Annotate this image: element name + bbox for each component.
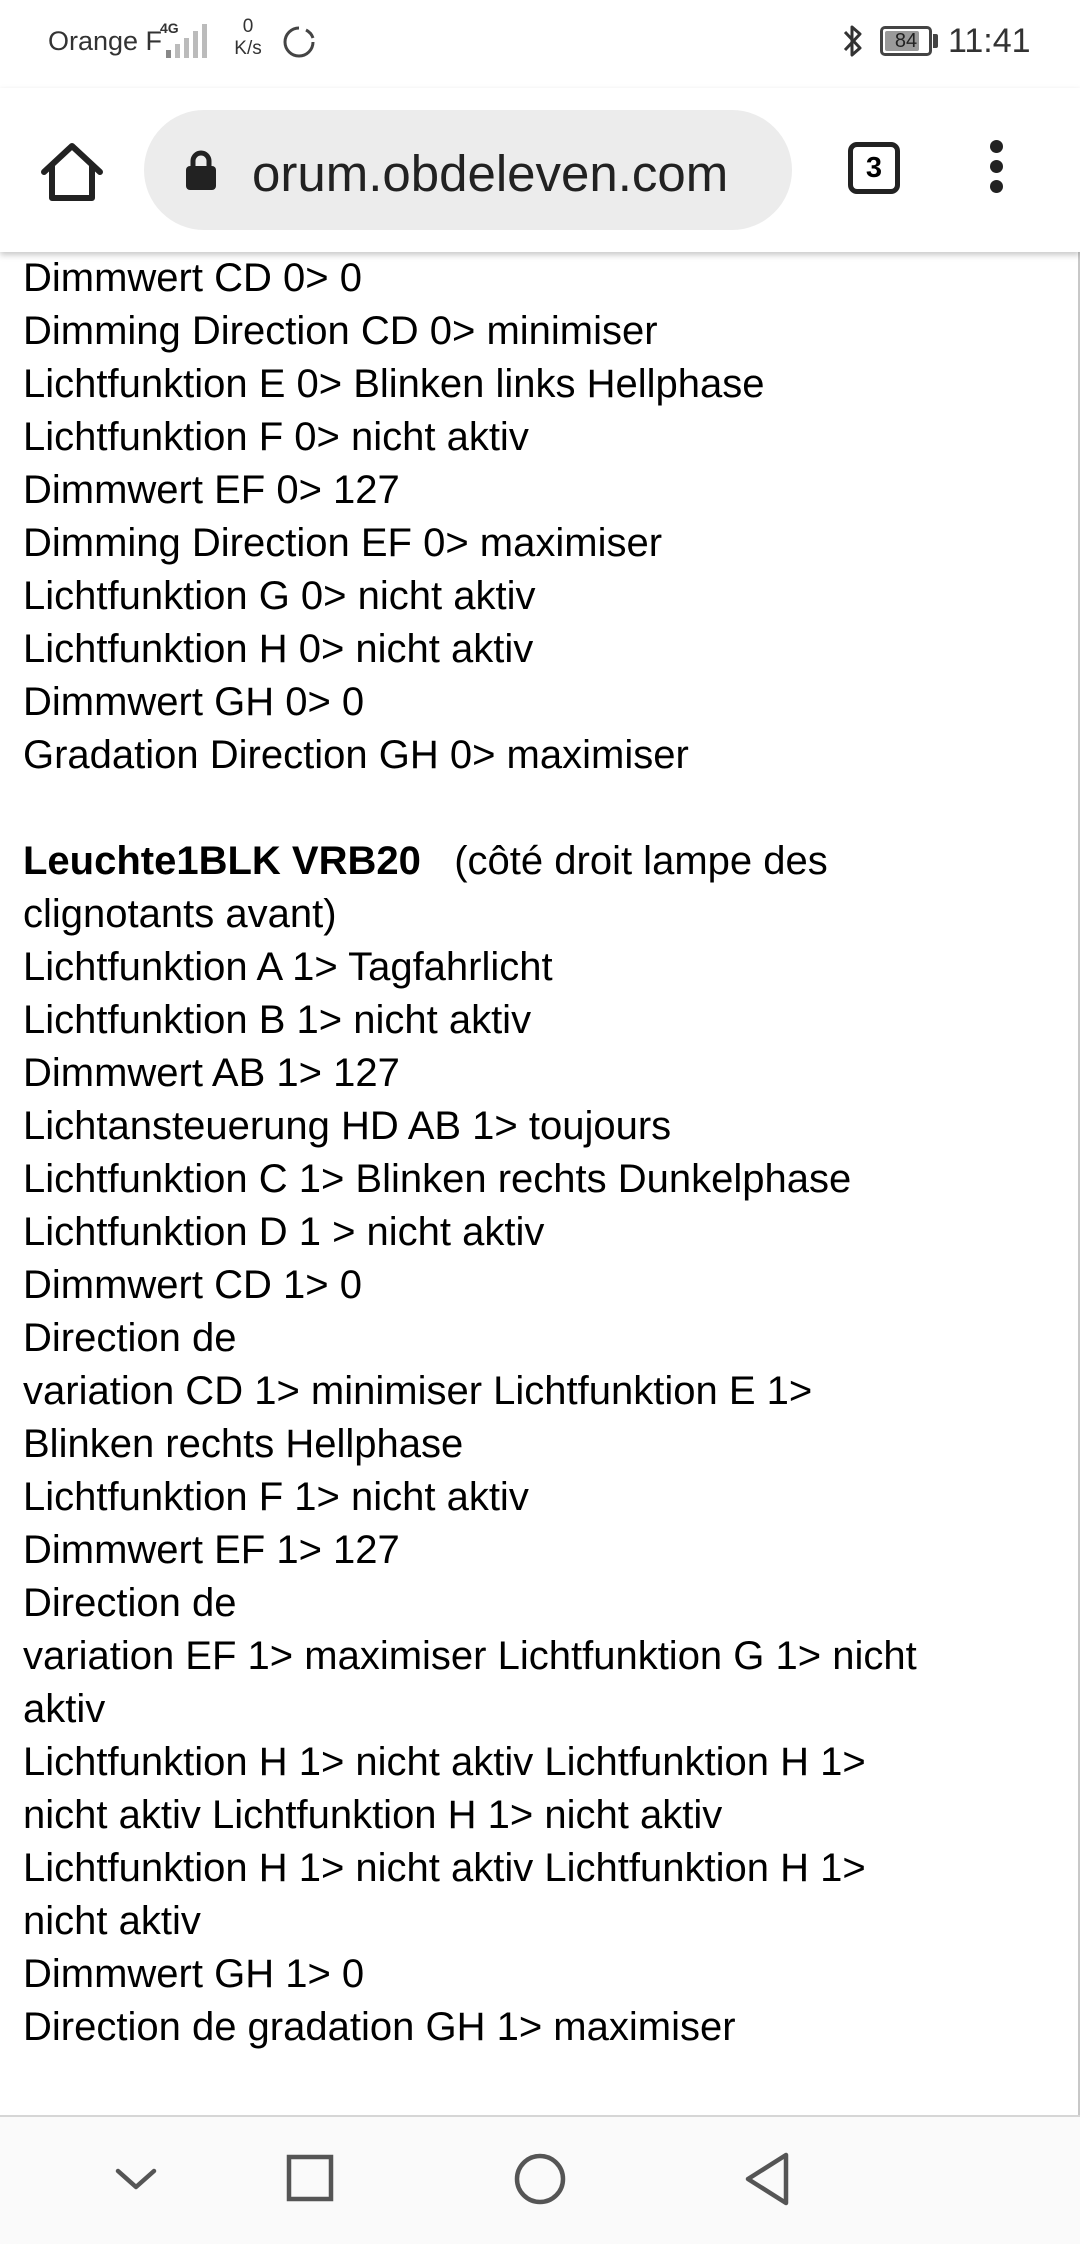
network-speed	[226, 16, 270, 60]
text-line: Blinken rechts Hellphase	[23, 1422, 464, 1466]
text-line: Dimmwert AB 1> 127	[23, 1051, 400, 1095]
recent-apps-icon[interactable]	[284, 2147, 336, 2211]
address-bar[interactable]	[144, 110, 792, 230]
text-line: Dimmwert CD 1> 0	[23, 1263, 362, 1307]
text-line: Lichtfunktion F 0> nicht aktiv	[23, 415, 529, 459]
battery-tip	[933, 34, 938, 48]
text-line: clignotants avant)	[23, 892, 337, 936]
text-line: Lichtansteuerung HD AB 1> toujours	[23, 1104, 672, 1148]
text-line: Direction de gradation GH 1> maximiser	[23, 2005, 736, 2049]
network-speed-unit: K/s	[234, 38, 262, 59]
blank-line	[23, 782, 1073, 835]
sync-icon	[282, 25, 316, 59]
text-line: variation EF 1> maximiser Lichtfunktion G 1> nicht	[23, 1634, 917, 1678]
text-line: Dimmwert EF 1> 127	[23, 1528, 400, 1572]
text-line: Lichtfunktion A 1> Tagfahrlicht	[23, 945, 553, 989]
tab-switcher-button[interactable]: 3	[848, 142, 900, 194]
home-circle-icon[interactable]	[512, 2147, 568, 2211]
bluetooth-icon	[838, 22, 868, 60]
text-line: Lichtfunktion H 0> nicht aktiv	[23, 627, 534, 671]
text-line: Direction de	[23, 1316, 237, 1360]
status-bar	[0, 0, 1080, 88]
text-line: Direction de	[23, 1581, 237, 1625]
system-nav-bar	[0, 2115, 1080, 2244]
text-line: Lichtfunktion D 1 > nicht aktiv	[23, 1210, 545, 1254]
text-line: Dimmwert EF 0> 127	[23, 468, 400, 512]
carrier-name: Orange F	[48, 26, 163, 56]
text-line: variation CD 1> minimiser Lichtfunktion E 1>	[23, 1369, 813, 1413]
back-icon[interactable]	[742, 2147, 792, 2211]
text-line: Dimming Direction CD 0> minimiser	[23, 309, 658, 353]
text-line: Dimmwert CD 0> 0	[23, 256, 362, 300]
clock: 11:41	[948, 22, 1031, 60]
section-heading-line	[23, 835, 1073, 888]
text-line: Dimmwert GH 1> 0	[23, 1952, 365, 1996]
battery-percent: 84	[894, 30, 918, 52]
chevron-down-icon[interactable]	[112, 2147, 160, 2211]
text-line: Gradation Direction GH 0> maximiser	[23, 733, 689, 777]
section-heading: Leuchte1BLK VRB20	[23, 839, 421, 883]
signal-strength-icon	[164, 22, 212, 60]
text-line: Lichtfunktion G 0> nicht aktiv	[23, 574, 536, 618]
url-text: orum.obdeleven.com	[252, 145, 729, 202]
section-heading-note: (côté droit lampe des	[454, 839, 828, 883]
network-type: 4G	[160, 20, 179, 36]
text-line: Lichtfunktion H 1> nicht aktiv Lichtfunktion H 1>	[23, 1846, 866, 1890]
home-icon[interactable]	[38, 138, 106, 206]
battery-icon	[880, 26, 932, 56]
text-line: nicht aktiv Lichtfunktion H 1> nicht aktiv	[23, 1793, 723, 1837]
text-line: Dimmwert GH 0> 0	[23, 680, 365, 724]
post-content	[23, 252, 1073, 2115]
text-line: nicht aktiv	[23, 1899, 201, 1943]
text-line: Lichtfunktion C 1> Blinken rechts Dunkelphase	[23, 1157, 852, 1201]
text-line: Dimming Direction EF 0> maximiser	[23, 521, 663, 565]
network-speed-value: 0	[242, 16, 254, 37]
overflow-menu-icon[interactable]	[978, 140, 1014, 200]
text-line: aktiv	[23, 1687, 106, 1731]
text-line: Lichtfunktion E 0> Blinken links Hellphase	[23, 362, 765, 406]
browser-toolbar	[0, 88, 1080, 252]
lock-icon	[184, 149, 218, 191]
text-line: Lichtfunktion F 1> nicht aktiv	[23, 1475, 529, 1519]
text-line: Lichtfunktion B 1> nicht aktiv	[23, 998, 532, 1042]
text-line: Lichtfunktion H 1> nicht aktiv Lichtfunktion H 1>	[23, 1740, 866, 1784]
